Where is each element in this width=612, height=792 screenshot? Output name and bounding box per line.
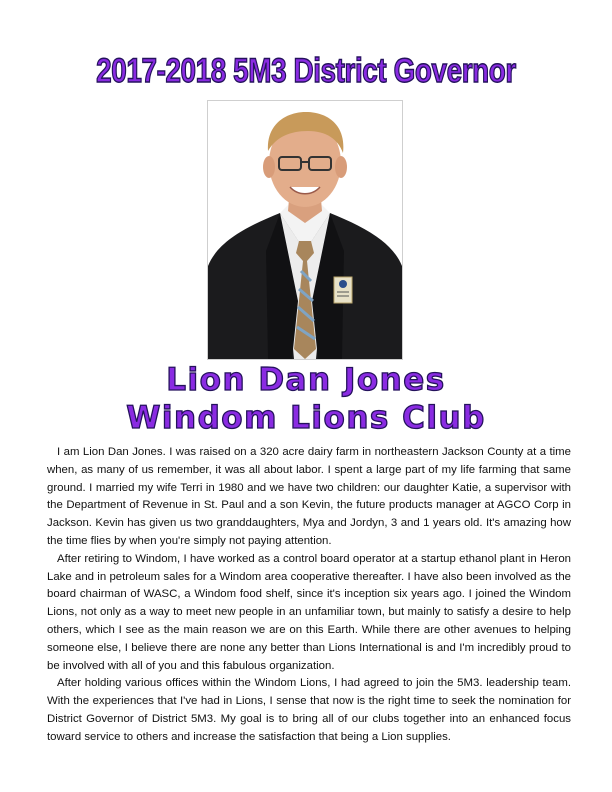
member-name: Lion Dan Jones xyxy=(166,362,446,398)
club-name: Windom Lions Club xyxy=(126,400,486,436)
portrait-illustration xyxy=(208,101,402,359)
portrait-photo xyxy=(207,100,403,360)
biography xyxy=(47,444,571,747)
page-title: 2017-2018 5M3 District Governor xyxy=(96,52,516,90)
bio-paragraph-1: I am Lion Dan Jones. I was raised on a 320 acre dairy farm in northeastern Jackson County at a time when, as many of us remember, it was all about labor. I spent a large part of my life farming that same ground. I married my wife Terri in 1980 and we have two children: our daughter Katie, a supervisor with the Department of Revenue in St. Paul and a son Kevin, the future products manager at AGCO Corp in Jackson. Kevin has given us two granddaughters, Mya and Jordyn, 3 and 1 years old. It's amazing how the time flies by when you're simply not paying attention. xyxy=(47,446,571,547)
bio-paragraph-2: After retiring to Windom, I have worked as a control board operator at a startup ethanol plant in Heron Lake and in petroleum sales for a Windom area cooperative thereafter. I have also been involved as the board chairman of WASC, a Windom food shelf, since it's inception six years ago. I joined the Windom Lions, not only as a way to meet new people in an unfamiliar town, but mainly to satisfy a desire to help others, which I see as the main reason we are on this Earth. While there are other avenues to helping someone else, I believe there are none any better than Lions International is and I'm incredibly proud to be involved with all of you and this fabulous organization. xyxy=(47,552,571,672)
bio-paragraph-3: After holding various offices within the Windom Lions, I had agreed to join the 5M3. leadership team. With the experiences that I've had in Lions, I sense that now is the right time to seek the nomination for District Governor of District 5M3. My goal is to bring all of our clubs together into an enhanced focus toward service to others and increase the satisfaction that being a Lion supplies. xyxy=(47,677,571,743)
